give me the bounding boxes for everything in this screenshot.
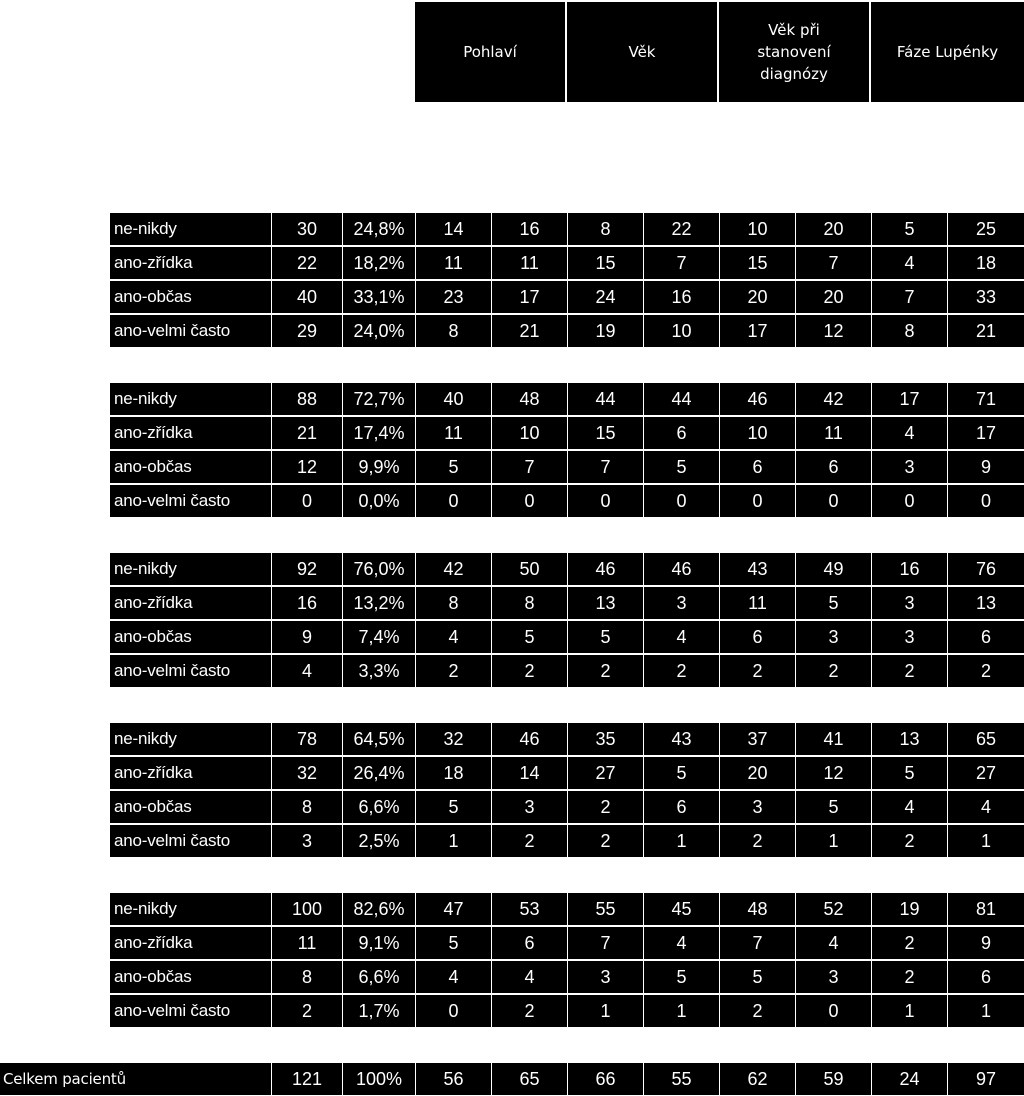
value-cell: 1 <box>415 825 491 857</box>
value-cell: 10 <box>719 213 795 245</box>
value-cell: 41 <box>795 723 871 755</box>
value-cell: 0 <box>643 485 719 517</box>
value-cell: 65 <box>491 1063 567 1095</box>
value-cell: 53 <box>491 893 567 925</box>
value-cell: 3 <box>871 621 947 653</box>
value-cell: 13 <box>567 587 643 619</box>
value-cell: 8 <box>491 587 567 619</box>
value-cell: 55 <box>567 893 643 925</box>
value-cell: 6 <box>795 451 871 483</box>
value-cell: 7 <box>491 451 567 483</box>
row-label: ano-zřídka <box>110 247 271 279</box>
value-cell: 76,0% <box>342 553 415 585</box>
value-cell: 21 <box>947 315 1024 347</box>
value-cell: 10 <box>719 417 795 449</box>
row-label: ano-občas <box>110 621 271 653</box>
value-cell: 20 <box>795 281 871 313</box>
value-cell: 15 <box>719 247 795 279</box>
value-cell: 0 <box>795 485 871 517</box>
value-cell: 32 <box>271 757 342 789</box>
value-cell: 5 <box>719 961 795 993</box>
row-label: ano-zřídka <box>110 757 271 789</box>
value-cell: 5 <box>643 961 719 993</box>
value-cell: 24,0% <box>342 315 415 347</box>
table-row <box>110 621 1024 653</box>
value-cell: 1 <box>871 995 947 1027</box>
value-cell: 12 <box>795 315 871 347</box>
row-label: ne-nikdy <box>110 553 271 585</box>
value-cell: 9 <box>271 621 342 653</box>
value-cell: 6,6% <box>342 961 415 993</box>
value-cell: 4 <box>643 927 719 959</box>
row-label: ne-nikdy <box>110 723 271 755</box>
value-cell: 9 <box>947 451 1024 483</box>
value-cell: 16 <box>271 587 342 619</box>
value-cell: 11 <box>271 927 342 959</box>
value-cell: 5 <box>795 587 871 619</box>
value-cell: 5 <box>415 451 491 483</box>
value-cell: 2 <box>567 791 643 823</box>
value-cell: 56 <box>415 1063 491 1095</box>
value-cell: 17,4% <box>342 417 415 449</box>
table-row <box>110 791 1024 823</box>
value-cell: 0 <box>871 485 947 517</box>
value-cell: 8 <box>271 791 342 823</box>
value-cell: 2 <box>491 825 567 857</box>
value-cell: 10 <box>491 417 567 449</box>
value-cell: 19 <box>567 315 643 347</box>
value-cell: 81 <box>947 893 1024 925</box>
value-cell: 6 <box>947 621 1024 653</box>
value-cell: 0 <box>491 485 567 517</box>
value-cell: 7 <box>567 451 643 483</box>
value-cell: 0 <box>795 995 871 1027</box>
value-cell: 4 <box>415 961 491 993</box>
value-cell: 5 <box>415 791 491 823</box>
value-cell: 45 <box>643 893 719 925</box>
value-cell: 14 <box>415 213 491 245</box>
value-cell: 66 <box>567 1063 643 1095</box>
value-cell: 23 <box>415 281 491 313</box>
value-cell: 0 <box>567 485 643 517</box>
value-cell: 121 <box>271 1063 342 1095</box>
value-cell: 5 <box>871 213 947 245</box>
value-cell: 88 <box>271 383 342 415</box>
value-cell: 5 <box>643 757 719 789</box>
value-cell: 3 <box>795 961 871 993</box>
value-cell: 59 <box>795 1063 871 1095</box>
value-cell: 55 <box>643 1063 719 1095</box>
value-cell: 2 <box>491 995 567 1027</box>
value-cell: 3 <box>567 961 643 993</box>
value-cell: 4 <box>947 791 1024 823</box>
value-cell: 42 <box>795 383 871 415</box>
value-cell: 1 <box>947 825 1024 857</box>
value-cell: 46 <box>719 383 795 415</box>
value-cell: 6 <box>947 961 1024 993</box>
value-cell: 8 <box>567 213 643 245</box>
value-cell: 3,3% <box>342 655 415 687</box>
value-cell: 65 <box>947 723 1024 755</box>
value-cell: 3 <box>795 621 871 653</box>
value-cell: 0 <box>271 485 342 517</box>
row-label: ne-nikdy <box>110 213 271 245</box>
value-cell: 48 <box>491 383 567 415</box>
table-row <box>110 213 1024 245</box>
value-cell: 47 <box>415 893 491 925</box>
value-cell: 6 <box>643 791 719 823</box>
table-row <box>110 383 1024 415</box>
value-cell: 72,7% <box>342 383 415 415</box>
value-cell: 24 <box>871 1063 947 1095</box>
value-cell: 22 <box>643 213 719 245</box>
value-cell: 3 <box>719 791 795 823</box>
value-cell: 0 <box>415 485 491 517</box>
value-cell: 18 <box>947 247 1024 279</box>
value-cell: 21 <box>271 417 342 449</box>
value-cell: 6 <box>643 417 719 449</box>
column-header-2: Věk <box>567 2 717 102</box>
value-cell: 11 <box>415 417 491 449</box>
table-row <box>110 893 1024 925</box>
value-cell: 8 <box>415 315 491 347</box>
value-cell: 20 <box>719 281 795 313</box>
value-cell: 2 <box>947 655 1024 687</box>
value-cell: 0,0% <box>342 485 415 517</box>
value-cell: 8 <box>871 315 947 347</box>
value-cell: 2 <box>567 825 643 857</box>
value-cell: 7 <box>719 927 795 959</box>
table-row <box>110 485 1024 517</box>
value-cell: 50 <box>491 553 567 585</box>
value-cell: 30 <box>271 213 342 245</box>
row-label: ano-velmi často <box>110 655 271 687</box>
column-header-1: Pohlaví <box>415 2 565 102</box>
value-cell: 42 <box>415 553 491 585</box>
row-label: ano-občas <box>110 451 271 483</box>
value-cell: 15 <box>567 417 643 449</box>
table-row <box>110 655 1024 687</box>
value-cell: 44 <box>643 383 719 415</box>
value-cell: 2 <box>643 655 719 687</box>
value-cell: 8 <box>415 587 491 619</box>
value-cell: 5 <box>567 621 643 653</box>
row-label: ne-nikdy <box>110 893 271 925</box>
value-cell: 48 <box>719 893 795 925</box>
row-label: ano-občas <box>110 791 271 823</box>
value-cell: 100 <box>271 893 342 925</box>
value-cell: 6 <box>719 451 795 483</box>
value-cell: 11 <box>415 247 491 279</box>
value-cell: 4 <box>491 961 567 993</box>
value-cell: 1 <box>643 995 719 1027</box>
row-label: Celkem pacientů <box>0 1063 271 1095</box>
value-cell: 2 <box>719 995 795 1027</box>
value-cell: 0 <box>719 485 795 517</box>
value-cell: 7,4% <box>342 621 415 653</box>
value-cell: 25 <box>947 213 1024 245</box>
value-cell: 5 <box>643 451 719 483</box>
value-cell: 7 <box>871 281 947 313</box>
value-cell: 5 <box>415 927 491 959</box>
row-label: ano-občas <box>110 961 271 993</box>
value-cell: 4 <box>871 247 947 279</box>
value-cell: 46 <box>567 553 643 585</box>
value-cell: 3 <box>871 451 947 483</box>
value-cell: 40 <box>415 383 491 415</box>
value-cell: 6 <box>491 927 567 959</box>
row-label: ano-velmi často <box>110 995 271 1027</box>
value-cell: 1 <box>567 995 643 1027</box>
value-cell: 4 <box>643 621 719 653</box>
value-cell: 3 <box>871 587 947 619</box>
value-cell: 2 <box>871 655 947 687</box>
row-label: ano-velmi často <box>110 825 271 857</box>
value-cell: 2 <box>871 961 947 993</box>
value-cell: 100% <box>342 1063 415 1095</box>
value-cell: 21 <box>491 315 567 347</box>
value-cell: 7 <box>567 927 643 959</box>
value-cell: 20 <box>795 213 871 245</box>
value-cell: 3 <box>643 587 719 619</box>
value-cell: 46 <box>643 553 719 585</box>
value-cell: 78 <box>271 723 342 755</box>
value-cell: 17 <box>491 281 567 313</box>
value-cell: 33,1% <box>342 281 415 313</box>
value-cell: 9 <box>947 927 1024 959</box>
table-row <box>110 757 1024 789</box>
table-row <box>110 315 1024 347</box>
value-cell: 0 <box>415 995 491 1027</box>
value-cell: 71 <box>947 383 1024 415</box>
value-cell: 7 <box>643 247 719 279</box>
value-cell: 7 <box>795 247 871 279</box>
value-cell: 17 <box>871 383 947 415</box>
value-cell: 76 <box>947 553 1024 585</box>
value-cell: 13 <box>947 587 1024 619</box>
table-row <box>110 247 1024 279</box>
table-row <box>110 995 1024 1027</box>
value-cell: 44 <box>567 383 643 415</box>
column-header-3: Věk při stanovení diagnózy <box>719 2 869 102</box>
value-cell: 64,5% <box>342 723 415 755</box>
value-cell: 9,1% <box>342 927 415 959</box>
value-cell: 43 <box>719 553 795 585</box>
value-cell: 37 <box>719 723 795 755</box>
table-row <box>110 553 1024 585</box>
value-cell: 2 <box>491 655 567 687</box>
value-cell: 1,7% <box>342 995 415 1027</box>
value-cell: 1 <box>947 995 1024 1027</box>
value-cell: 2 <box>795 655 871 687</box>
value-cell: 92 <box>271 553 342 585</box>
value-cell: 10 <box>643 315 719 347</box>
row-label: ano-zřídka <box>110 587 271 619</box>
value-cell: 40 <box>271 281 342 313</box>
value-cell: 22 <box>271 247 342 279</box>
value-cell: 29 <box>271 315 342 347</box>
value-cell: 27 <box>947 757 1024 789</box>
value-cell: 24,8% <box>342 213 415 245</box>
value-cell: 5 <box>795 791 871 823</box>
value-cell: 2 <box>719 655 795 687</box>
value-cell: 52 <box>795 893 871 925</box>
row-label: ano-velmi často <box>110 485 271 517</box>
value-cell: 49 <box>795 553 871 585</box>
value-cell: 11 <box>795 417 871 449</box>
table-row <box>110 417 1024 449</box>
row-label: ne-nikdy <box>110 383 271 415</box>
table-row <box>110 587 1024 619</box>
value-cell: 4 <box>415 621 491 653</box>
table-row <box>110 281 1024 313</box>
value-cell: 18,2% <box>342 247 415 279</box>
row-label: ano-zřídka <box>110 927 271 959</box>
value-cell: 12 <box>271 451 342 483</box>
value-cell: 1 <box>795 825 871 857</box>
value-cell: 33 <box>947 281 1024 313</box>
table-row <box>110 961 1024 993</box>
value-cell: 97 <box>947 1063 1024 1095</box>
value-cell: 0 <box>947 485 1024 517</box>
value-cell: 16 <box>491 213 567 245</box>
value-cell: 2 <box>719 825 795 857</box>
value-cell: 2 <box>271 995 342 1027</box>
value-cell: 32 <box>415 723 491 755</box>
value-cell: 2,5% <box>342 825 415 857</box>
value-cell: 8 <box>271 961 342 993</box>
value-cell: 15 <box>567 247 643 279</box>
value-cell: 14 <box>491 757 567 789</box>
value-cell: 27 <box>567 757 643 789</box>
table-row <box>110 927 1024 959</box>
column-header-4: Fáze Lupénky <box>871 2 1024 102</box>
value-cell: 4 <box>871 791 947 823</box>
value-cell: 46 <box>491 723 567 755</box>
table-row <box>110 825 1024 857</box>
value-cell: 43 <box>643 723 719 755</box>
value-cell: 82,6% <box>342 893 415 925</box>
value-cell: 17 <box>719 315 795 347</box>
value-cell: 20 <box>719 757 795 789</box>
value-cell: 12 <box>795 757 871 789</box>
value-cell: 26,4% <box>342 757 415 789</box>
value-cell: 9,9% <box>342 451 415 483</box>
value-cell: 1 <box>643 825 719 857</box>
row-label: ano-občas <box>110 281 271 313</box>
value-cell: 16 <box>643 281 719 313</box>
value-cell: 4 <box>871 417 947 449</box>
value-cell: 4 <box>795 927 871 959</box>
value-cell: 13 <box>871 723 947 755</box>
value-cell: 5 <box>491 621 567 653</box>
value-cell: 2 <box>567 655 643 687</box>
value-cell: 2 <box>415 655 491 687</box>
value-cell: 3 <box>491 791 567 823</box>
value-cell: 6,6% <box>342 791 415 823</box>
row-label: ano-velmi často <box>110 315 271 347</box>
value-cell: 4 <box>271 655 342 687</box>
value-cell: 3 <box>271 825 342 857</box>
value-cell: 19 <box>871 893 947 925</box>
value-cell: 24 <box>567 281 643 313</box>
row-label: ano-zřídka <box>110 417 271 449</box>
table-row <box>110 723 1024 755</box>
value-cell: 13,2% <box>342 587 415 619</box>
total-row <box>0 1063 1024 1095</box>
value-cell: 17 <box>947 417 1024 449</box>
value-cell: 2 <box>871 927 947 959</box>
value-cell: 18 <box>415 757 491 789</box>
value-cell: 16 <box>871 553 947 585</box>
table-row <box>110 451 1024 483</box>
value-cell: 11 <box>719 587 795 619</box>
value-cell: 6 <box>719 621 795 653</box>
value-cell: 2 <box>871 825 947 857</box>
value-cell: 62 <box>719 1063 795 1095</box>
value-cell: 11 <box>491 247 567 279</box>
value-cell: 35 <box>567 723 643 755</box>
value-cell: 5 <box>871 757 947 789</box>
